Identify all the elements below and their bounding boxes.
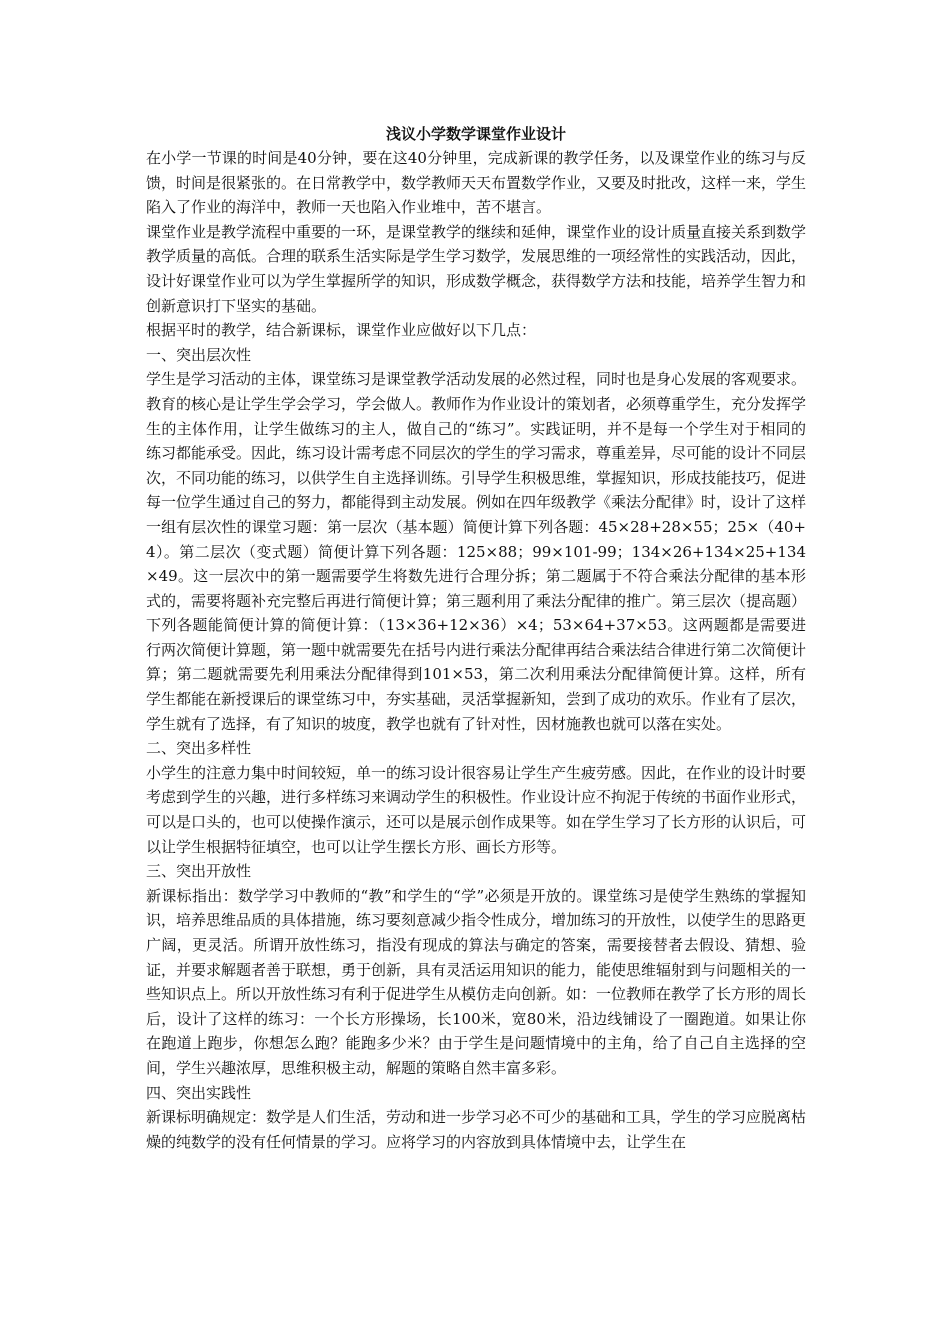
section-heading: 一、突出层次性 [146,345,252,364]
paragraph: 小学生的注意力集中时间较短，单一的练习设计很容易让学生产生疲劳感。因此，在作业的设计时要考虑到学生的兴趣，进行多样练习来调动学生的积极性。作业设计应不拘泥于传统的书面作业形式，可以是口头的，也可以使操作演示，还可以是展示创作成果等。如在学生学习了长方形的认识后，可以让学生根据特征填空，也可以让学生摆长方形、画长方形等。 [146,763,807,856]
document-page [146,122,806,1154]
section-heading: 三、突出开放性 [146,862,252,881]
section-heading: 二、突出多样性 [146,739,252,758]
paragraph: 课堂作业是教学流程中重要的一环，是课堂教学的继续和延伸，课堂作业的设计质量直接关系到数学教学质量的高低。合理的联系生活实际是学生学习数学，发展思维的一项经常性的实践活动，因此，设计好课堂作业可以为学生掌握所学的知识，形成数学概念，获得数学方法和技能，培养学生智力和创新意识打下坚实的基础。 [146,222,807,315]
document-title: 浅议小学数学课堂作业设计 [385,125,566,143]
paragraph: 学生是学习活动的主体，课堂练习是课堂教学活动发展的必然过程，同时也是身心发展的客观要求。教育的核心是让学生学会学习，学会做人。教师作为作业设计的策划者，必须尊重学生，充分发挥学生的主体作用，让学生做练习的主人，做自己的“练习”。实践证明，并不是每一个学生对于相同的练习都能承受。因此，练习设计需考虑不同层次的学生的学习需求，尊重差异，尽可能的设计不同层次，不同功能的练习，以供学生自主选择训练。引导学生积极思维，掌握知识，形成技能技巧，促进每一位学生通过自己的努力，都能得到主动发展。例如在四年级教学《乘法分配律》时，设计了这样一组有层次性的课堂习题：第一层次（基本题）简便计算下列各题：45×28+28×55；25×（40+4）。第二层次（变式题）简便计算下列各题：125×88；99×101-99；134×26+134×25+134×49。这一层次中的第一题需要学生将数先进行合理分拆；第二题属于不符合乘法分配律的基本形式的，需要将题补充完整后再进行简便计算；第三题利用了乘法分配律的推广。第三层次（提高题）下列各题能简便计算的简便计算：（13×36+12×36）×4；53×64+37×53。这两题都是需要进行两次简便计算题，第一题中就需要先在括号内进行乘法分配律再结合乘法结合律进行第二次简便计算；第二题就需要先利用乘法分配律得到101×53，第二次利用乘法分配律简便计算。这样，所有学生都能在新授课后的课堂练习中，夯实基础，灵活掌握新知，尝到了成功的欢乐。作业有了层次，学生就有了选择，有了知识的坡度，教学也就有了针对性，因材施教也就可以落在实处。 [146,370,807,733]
paragraph: 新课标明确规定：数学是人们生活，劳动和进一步学习必不可少的基础和工具，学生的学习应脱离枯燥的纯数学的没有任何情景的学习。应将学习的内容放到具体情境中去，让学生在 [146,1108,807,1151]
section-heading: 四、突出实践性 [146,1083,252,1102]
paragraph: 根据平时的教学，结合新课标，课堂作业应做好以下几点： [146,321,537,340]
paragraph: 在小学一节课的时间是40分钟，要在这40分钟里，完成新课的教学任务，以及课堂作业的练习与反馈，时间是很紧张的。在日常教学中，数学教师天天布置数学作业，又要及时批改，这样一来，学生陷入了作业的海洋中，教师一天也陷入作业堆中，苦不堪言。 [146,149,807,217]
paragraph: 新课标指出：数学学习中教师的“教”和学生的“学”必须是开放的。课堂练习是使学生熟练的掌握知识，培养思维品质的具体措施，练习要刻意减少指令性成分，增加练习的开放性，以使学生的思路更广阔，更灵活。所谓开放性练习，指没有现成的算法与确定的答案，需要接替者去假设、猜想、验证，并要求解题者善于联想，勇于创新，具有灵活运用知识的能力，能使思维辐射到与问题相关的一些知识点上。所以开放性练习有利于促进学生从模仿走向创新。如：一位教师在教学了长方形的周长后，设计了这样的练习：一个长方形操场，长100米，宽80米，沿边线铺设了一圈跑道。如果让你在跑道上跑步，你想怎么跑？能跑多少米？由于学生是问题情境中的主角，给了自己自主选择的空间，学生兴趣浓厚，思维积极主动，解题的策略自然丰富多彩。 [146,886,807,1077]
